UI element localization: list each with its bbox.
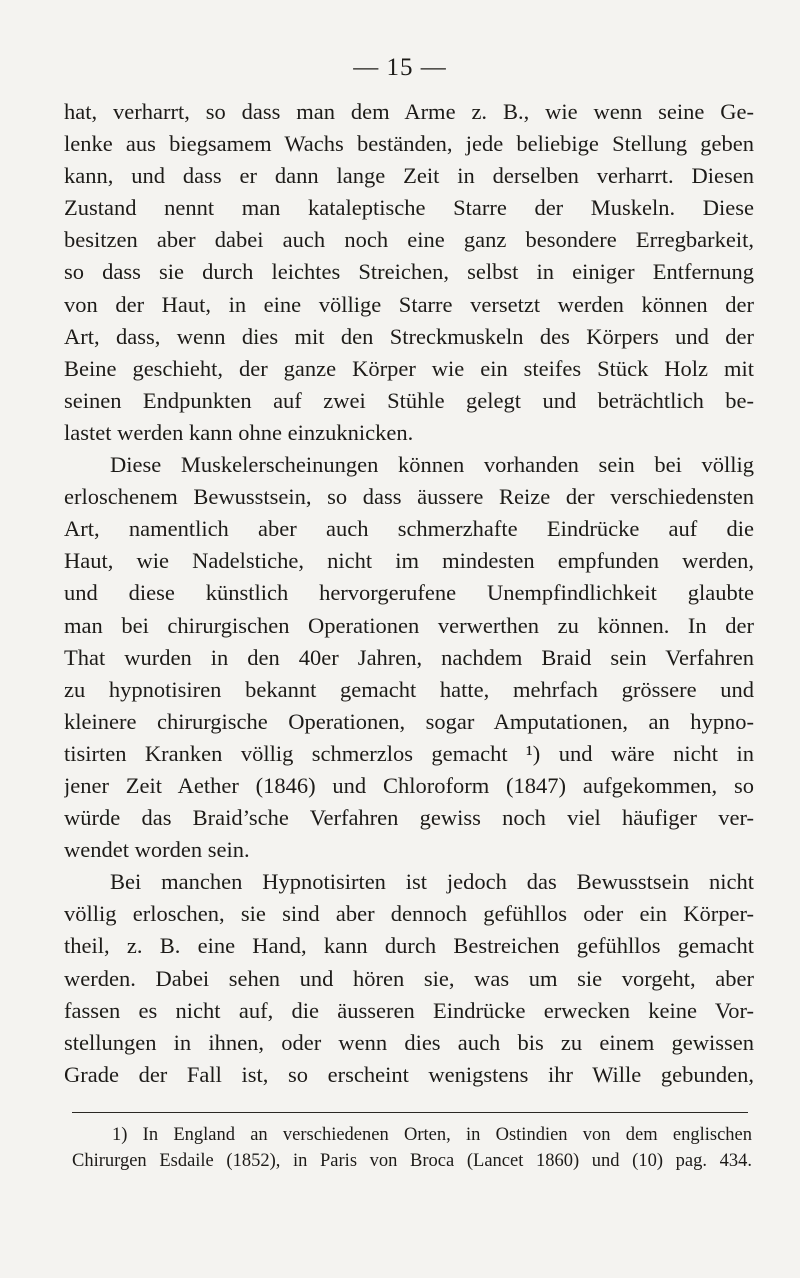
text-line: kleinere chirurgische Operationen, sogar Amputationen, an hypno- [64,708,754,734]
paragraph-start-line: Bei manchen Hypnotisirten ist jedoch das Bewusstsein nicht [110,869,754,895]
text-line: That wurden in den 40er Jahren, nachdem Braid sein Verfahren [64,644,754,670]
text-line: erloschenem Bewusstsein, so dass äussere Reize der verschiedensten [64,484,754,510]
text-line: fassen es nicht auf, die äusseren Eindrücke erwecken keine Vor- [64,997,754,1023]
text-line: jener Zeit Aether (1846) und Chloroform (1847) aufgekommen, so [64,772,754,798]
text-line: Art, dass, wenn dies mit den Streckmuskeln des Körpers und der [64,323,754,349]
text-line: Grade der Fall ist, so erscheint wenigstens ihr Wille gebunden, [64,1061,754,1087]
body-text [64,96,754,1091]
text-line: werden. Dabei sehen und hören sie, was um sie vorgeht, aber [64,965,754,991]
text-line: Beine geschieht, der ganze Körper wie ein steifes Stück Holz mit [64,355,754,381]
text-line: völlig erloschen, sie sind aber dennoch gefühllos oder ein Körper- [64,901,754,927]
text-line: seinen Endpunkten auf zwei Stühle gelegt und beträchtlich be- [64,387,754,413]
text-line: besitzen aber dabei auch noch eine ganz besondere Erregbarkeit, [64,227,754,253]
text-line: Art, namentlich aber auch schmerzhafte Eindrücke auf die [64,516,754,542]
text-line: wendet worden sein. [64,837,250,863]
text-line: hat, verharrt, so dass man dem Arme z. B., wie wenn seine Ge- [64,99,754,124]
footnote-line: Chirurgen Esdaile (1852), in Paris von Broca (Lancet 1860) und (10) pag. 434. [72,1151,752,1171]
footnote-divider [72,1112,748,1113]
footnote-line: 1) In England an verschiedenen Orten, in Ostindien von dem englischen [112,1125,752,1145]
text-line: man bei chirurgischen Operationen verwerthen zu können. In der [64,612,754,638]
text-line: theil, z. B. eine Hand, kann durch Bestreichen gefühllos gemacht [64,933,754,959]
footnotes [72,1122,752,1174]
text-line: kann, und dass er dann lange Zeit in derselben verharrt. Diesen [64,163,754,189]
text-line: lenke aus biegsamem Wachs beständen, jede beliebige Stellung geben [64,131,754,157]
text-line: tisirten Kranken völlig schmerzlos gemacht ¹) und wäre nicht in [64,740,754,766]
page-number: — 15 — [353,54,447,81]
text-line: so dass sie durch leichtes Streichen, selbst in einiger Entfernung [64,259,754,285]
text-line: würde das Braid’sche Verfahren gewiss noch viel häufiger ver- [64,805,754,831]
text-line: von der Haut, in eine völlige Starre versetzt werden können der [64,291,754,317]
text-line: stellungen in ihnen, oder wenn dies auch bis zu einem gewissen [64,1029,754,1055]
text-line: zu hypnotisiren bekannt gemacht hatte, mehrfach grössere und [64,676,754,702]
text-line: Zustand nennt man kataleptische Starre der Muskeln. Diese [64,195,754,221]
text-line: lastet werden kann ohne einzuknicken. [64,419,414,445]
text-line: und diese künstlich hervorgerufene Unempfindlichkeit glaubte [64,580,754,606]
paragraph-start-line: Diese Muskelerscheinungen können vorhanden sein bei völlig [110,452,754,478]
text-line: Haut, wie Nadelstiche, nicht im mindesten empfunden werden, [64,548,754,574]
